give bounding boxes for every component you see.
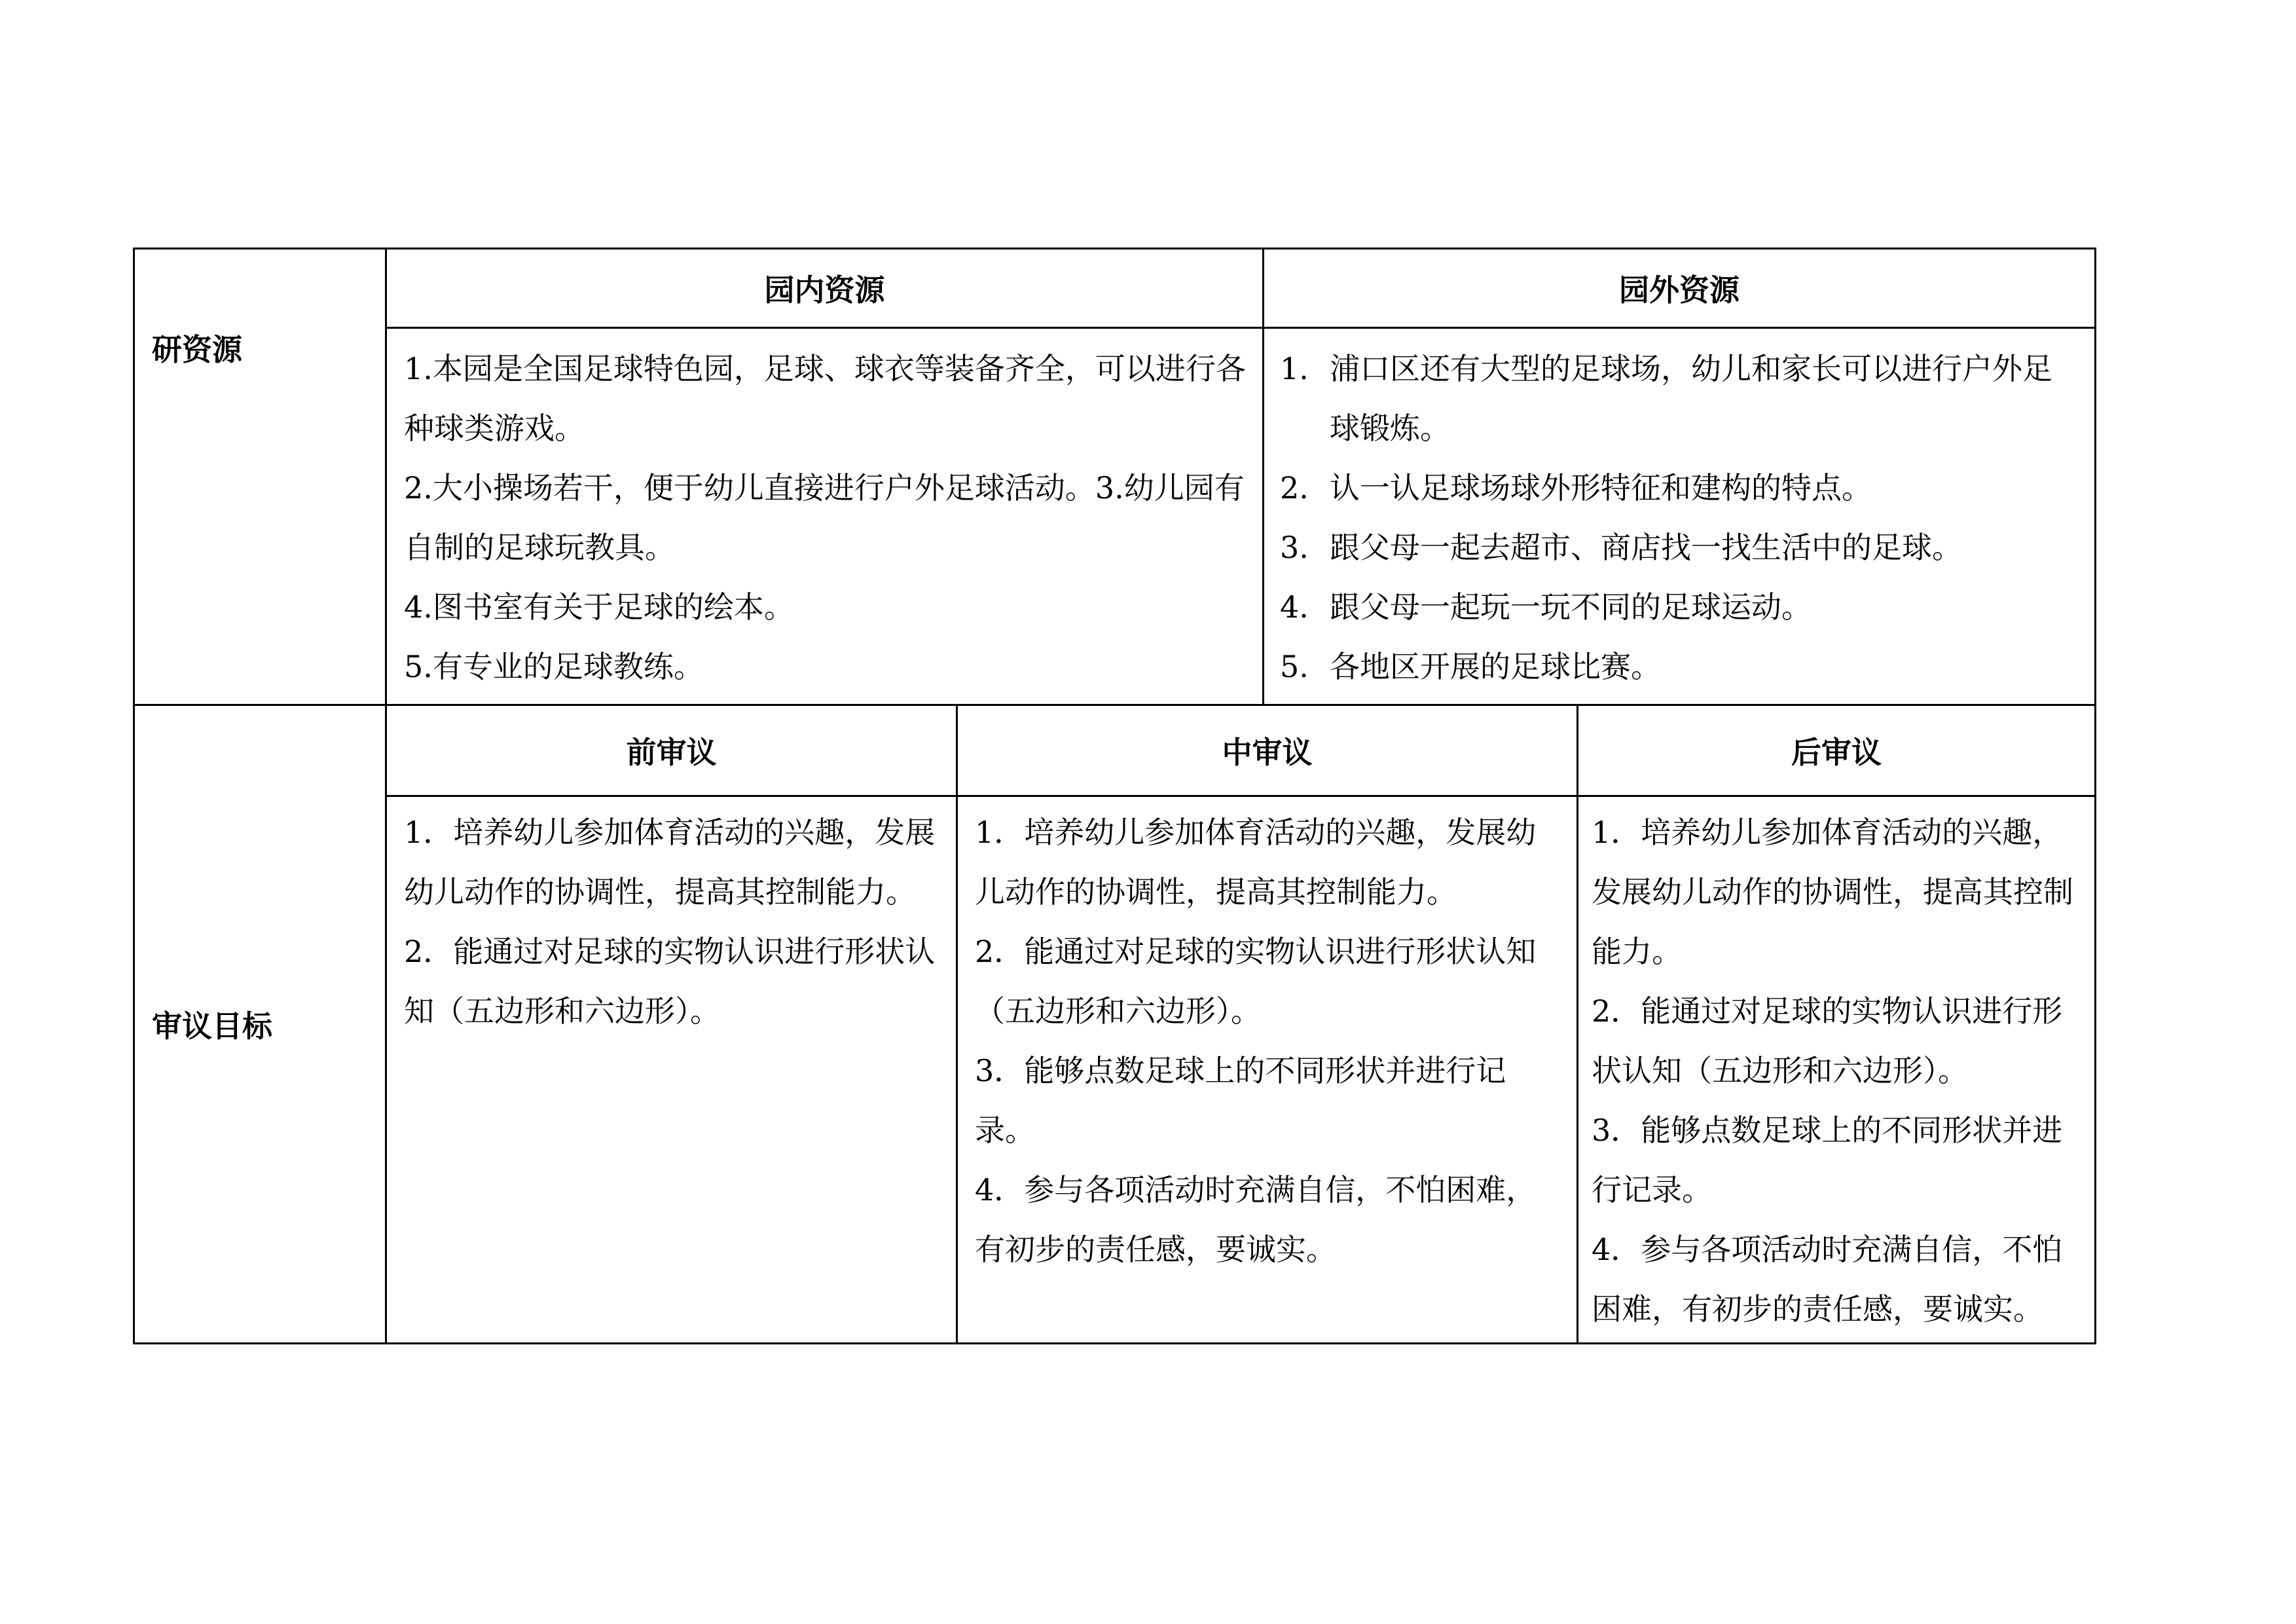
list-number: 2. xyxy=(1280,470,1309,506)
rule-goals-heading xyxy=(385,795,2096,797)
outside-resources-heading: 园外资源 xyxy=(1619,272,1740,308)
mid-goal-2: 2．能通过对足球的实物认识进行形状认知（五边形和六边形）。 xyxy=(975,934,1537,1029)
list-text: 认一认足球场球外形特征和建构的特点。 xyxy=(1330,470,1872,506)
pre-goal-2: 2．能通过对足球的实物认识进行形状认知（五边形和六边形）。 xyxy=(404,934,936,1029)
post-review-heading: 后审议 xyxy=(1791,735,1882,770)
mid-goal-4: 4．参与各项活动时充满自信，不怕困难，有初步的责任感，要诚实。 xyxy=(975,1172,1537,1267)
list-text: 跟父母一起去超市、商店找一找生活中的足球。 xyxy=(1330,530,1962,565)
pre-goal-1: 1．培养幼儿参加体育活动的兴趣，发展幼儿动作的协调性，提高其控制能力。 xyxy=(404,815,936,910)
list-item xyxy=(1280,637,2081,697)
list-text: 浦口区还有大型的足球场，幼儿和家长可以进行户外足球锻炼。 xyxy=(1330,351,2052,446)
list-number: 5. xyxy=(1280,649,1309,684)
pre-review-body xyxy=(387,803,956,1342)
inside-resource-4: 5.有专业的足球教练。 xyxy=(404,649,704,684)
list-item xyxy=(1280,339,2081,458)
inside-resources-heading: 园内资源 xyxy=(764,272,885,308)
list-item xyxy=(1280,458,2081,518)
resources-section-label: 研资源 xyxy=(152,332,242,367)
rule-resources-heading xyxy=(385,327,2096,329)
mid-review-heading: 中审议 xyxy=(1222,735,1313,770)
border-bottom xyxy=(133,1342,2096,1344)
post-goal-2: 2．能通过对足球的实物认识进行形状认知（五边形和六边形）。 xyxy=(1592,993,2063,1088)
list-text: 各地区开展的足球比赛。 xyxy=(1330,649,1661,684)
post-goal-1: 1．培养幼儿参加体育活动的兴趣，发展幼儿动作的协调性，提高其控制能力。 xyxy=(1592,815,2073,969)
outside-resources-list xyxy=(1280,339,2081,697)
inside-resource-1: 1.本园是全国足球特色园，足球、球衣等装备齐全，可以进行各种球类游戏。 xyxy=(404,351,1246,446)
pre-review-heading: 前审议 xyxy=(626,735,717,770)
list-item xyxy=(1280,578,2081,637)
inside-resource-3: 4.图书室有关于足球的绘本。 xyxy=(404,589,794,625)
list-item xyxy=(1280,518,2081,578)
list-number: 3. xyxy=(1280,530,1309,565)
post-goal-3: 3．能够点数足球上的不同形状并进行记录。 xyxy=(1592,1113,2063,1208)
border-right xyxy=(2094,248,2096,1344)
inside-resource-2: 2.大小操场若干，便于幼儿直接进行户外足球活动。3.幼儿园有自制的足球玩教具。 xyxy=(404,470,1245,565)
mid-goal-1: 1．培养幼儿参加体育活动的兴趣，发展幼儿动作的协调性，提高其控制能力。 xyxy=(975,815,1537,910)
outside-resources-body xyxy=(1264,339,2094,704)
inside-resources-body xyxy=(387,339,1262,704)
list-number: 1. xyxy=(1280,351,1309,386)
mid-review-body xyxy=(958,803,1576,1342)
mid-goal-3: 3．能够点数足球上的不同形状并进行记录。 xyxy=(975,1053,1506,1148)
goals-section-label: 审议目标 xyxy=(152,1008,272,1044)
post-goal-4: 4．参与各项活动时充满自信，不怕困难，有初步的责任感，要诚实。 xyxy=(1592,1232,2063,1327)
post-review-body xyxy=(1578,803,2094,1342)
list-text: 跟父母一起玩一玩不同的足球运动。 xyxy=(1330,589,1812,625)
list-number: 4. xyxy=(1280,589,1309,625)
